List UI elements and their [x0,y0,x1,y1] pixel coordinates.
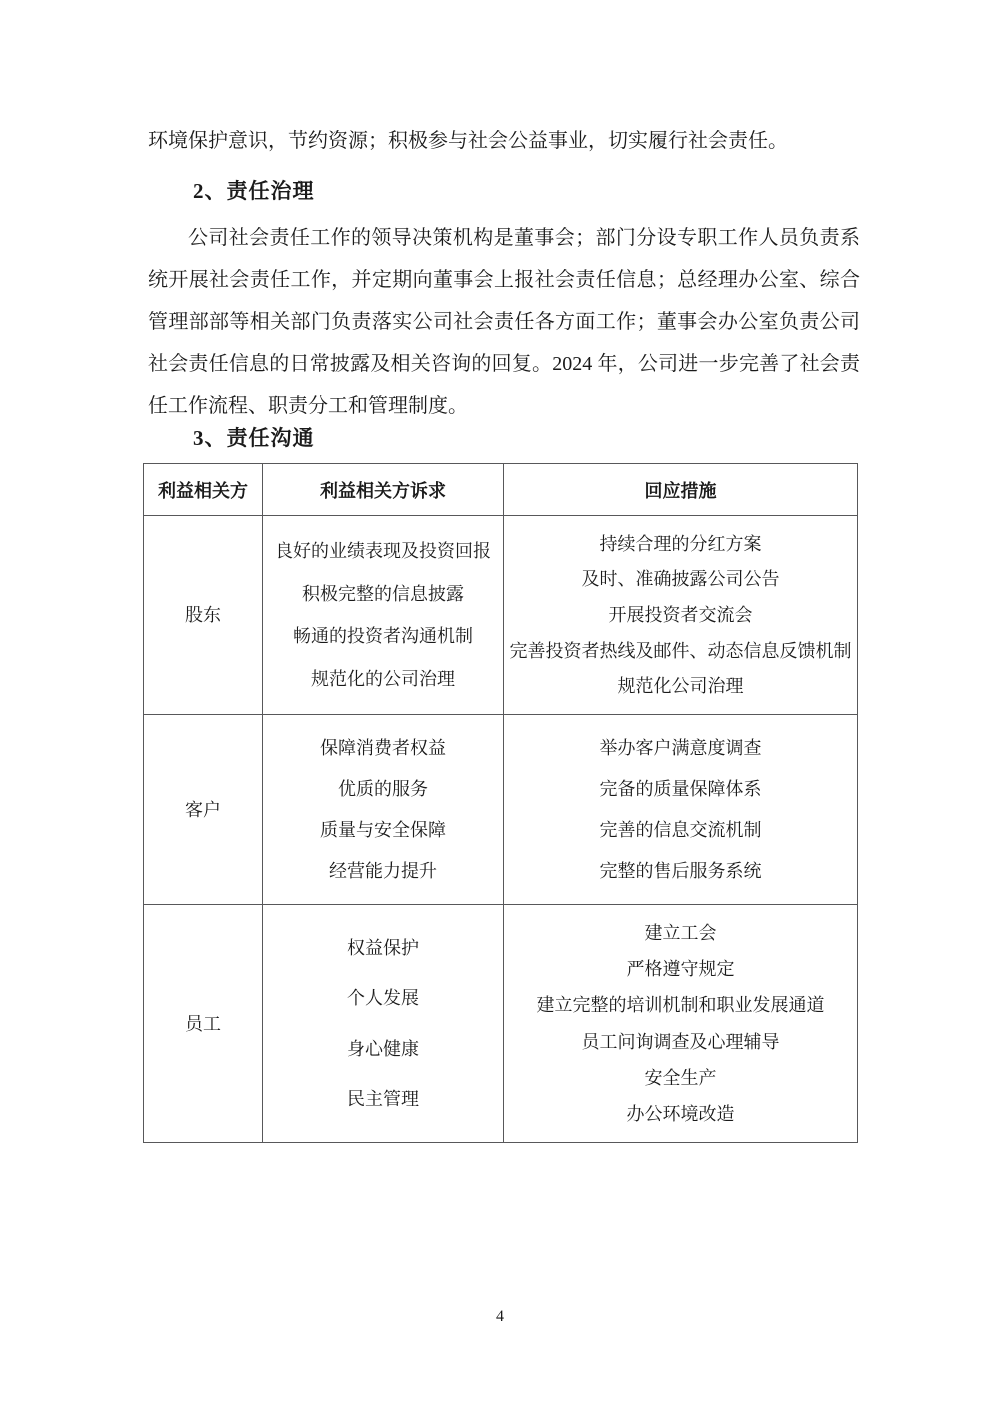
response-item: 安全生产 [644,1067,717,1088]
section2-heading: 2、责任治理 [193,179,315,203]
response-item: 办公环境改造 [626,1103,735,1124]
demand-item: 积极完整的信息披露 [302,583,464,604]
response-item: 严格遵守规定 [626,959,735,980]
demand-item: 规范化的公司治理 [311,669,455,690]
response-item: 建立工会 [644,923,717,944]
demand-item: 权益保护 [347,937,419,958]
demands-cell [263,516,504,715]
response-item: 完整的售后服务系统 [599,861,762,881]
table-header-stakeholder: 利益相关方 [144,464,263,516]
demand-item: 优质的服务 [338,779,428,799]
response-item: 完备的质量保障体系 [599,779,762,799]
section2-body: 公司社会责任工作的领导决策机构是董事会；部门分设专职工作人员负责系统开展社会责任工作，并定期向董事会上报社会责任信息；总经理办公室、综合管理部部等相关部门负责落实公司社会责任各方面工作；董事会办公室负责公司社会责任信息的日常披露及相关咨询的回复。2024 年，公司进一步完善了社会责任工作流程、职责分工和管理制度。 [148,227,860,417]
response-item: 规范化公司治理 [617,676,744,697]
stakeholder-cell [144,516,263,715]
demand-item: 经营能力提升 [329,861,437,881]
page-number: 4 [496,1308,504,1325]
demand-item: 个人发展 [347,988,419,1009]
demand-item: 身心健康 [347,1038,419,1059]
demands-cell [263,905,504,1143]
table-header-demands: 利益相关方诉求 [263,464,504,516]
demand-item: 质量与安全保障 [320,820,446,840]
response-item: 持续合理的分红方案 [599,533,762,554]
stakeholder-label: 员工 [185,1013,221,1034]
response-item: 建立完整的培训机制和职业发展通道 [536,995,825,1016]
section3-heading: 3、责任沟通 [193,426,315,450]
response-item: 开展投资者交流会 [608,604,753,625]
table-header-responses: 回应措施 [504,464,858,516]
stakeholder-table [143,463,858,1143]
response-item: 及时、准确披露公司公告 [581,569,780,590]
response-item: 完善投资者热线及邮件、动态信息反馈机制 [509,640,852,661]
demand-item: 良好的业绩表现及投资回报 [275,540,491,561]
demand-item: 保障消费者权益 [320,738,446,758]
stakeholder-cell [144,715,263,905]
responses-cell [504,715,858,905]
response-item: 举办客户满意度调查 [599,738,762,758]
stakeholder-label: 客户 [185,799,221,820]
demand-item: 畅通的投资者沟通机制 [293,626,473,647]
intro-text: 环境保护意识，节约资源；积极参与社会公益事业，切实履行社会责任。 [148,130,788,152]
stakeholder-cell [144,905,263,1143]
responses-cell [504,516,858,715]
response-item: 员工问询调查及心理辅导 [581,1031,780,1052]
demand-item: 民主管理 [347,1089,419,1110]
stakeholder-label: 股东 [185,605,221,625]
response-item: 完善的信息交流机制 [599,820,762,840]
demands-cell [263,715,504,905]
responses-cell [504,905,858,1143]
